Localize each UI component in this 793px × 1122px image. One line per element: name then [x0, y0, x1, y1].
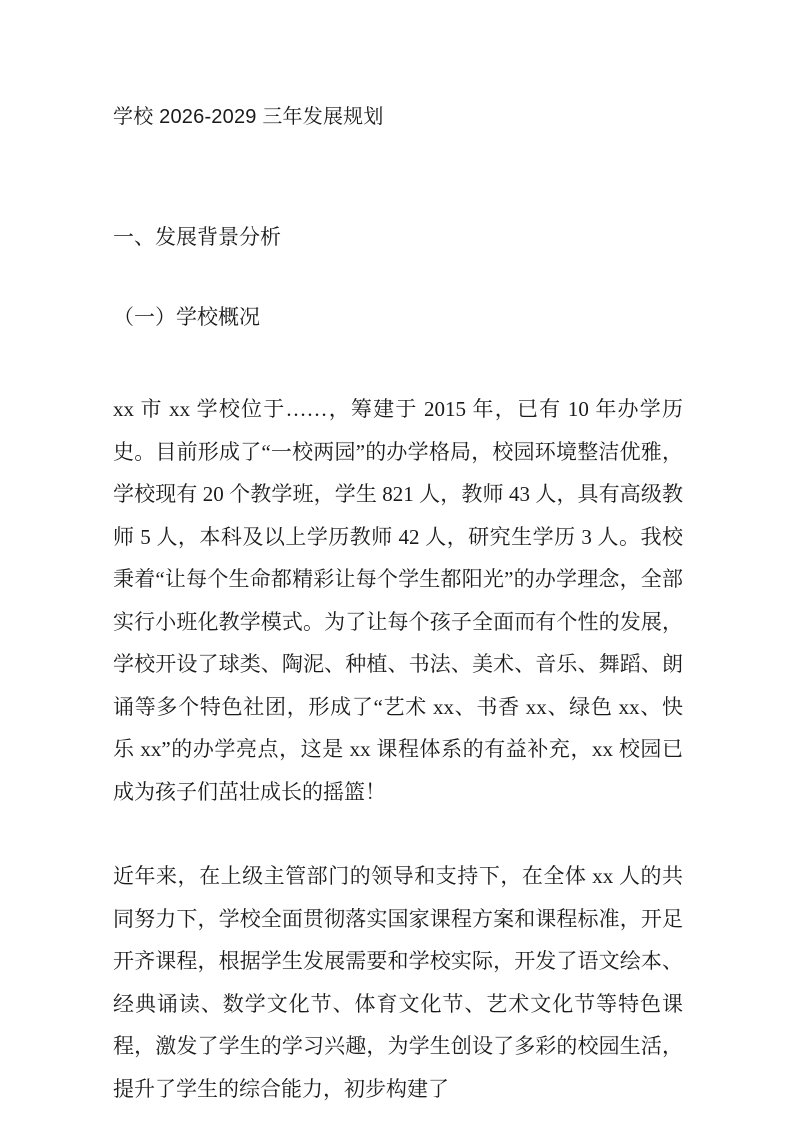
body-paragraph: 近年来，在上级主管部门的领导和支持下，在全体 xx 人的共同努力下，学校全面贯彻落实国家课程方案和课程标准，开足开齐课程，根据学生发展需要和学校实际，开发了语文绘本、经典诵读、数学文化节、体育文化节、艺术文化节等特色课程，激发了学生的学习兴趣，为学生创设了多彩的校园生活，提升了学生的综合能力，初步构建了 [113, 864, 683, 1101]
body-paragraph: xx 市 xx 学校位于……，筹建于 2015 年，已有 10 年办学历史。目前形成了“一校两园”的办学格局，校园环境整洁优雅，学校现有 20 个教学班，学生 821 人，教师 43 人，具有高级教师 5 人，本科及以上学历教师 42 人，研究生学历 3 人。我校秉着“让每个生命都精彩让每个学生都阳光”的办学理念，全部实行小班化教学模式。为了让每个孩子全面而有个性的发展，学校开设了球类、陶泥、种植、书法、美术、音乐、舞蹈、朗诵等多个特色社团，形成了“艺术 xx、书香 xx、绿色 xx、快乐 xx”的办学亮点，这是 xx 课程体系的有益补充，xx 校园已成为孩子们茁壮成长的摇篮！ [113, 397, 683, 804]
document-content [113, 0, 683, 1110]
section-heading-1: 一、发展背景分析 [113, 225, 281, 249]
document-title: 学校 2026-2029 三年发展规划 [113, 106, 384, 128]
subsection-heading-1: （一）学校概况 [113, 305, 260, 329]
